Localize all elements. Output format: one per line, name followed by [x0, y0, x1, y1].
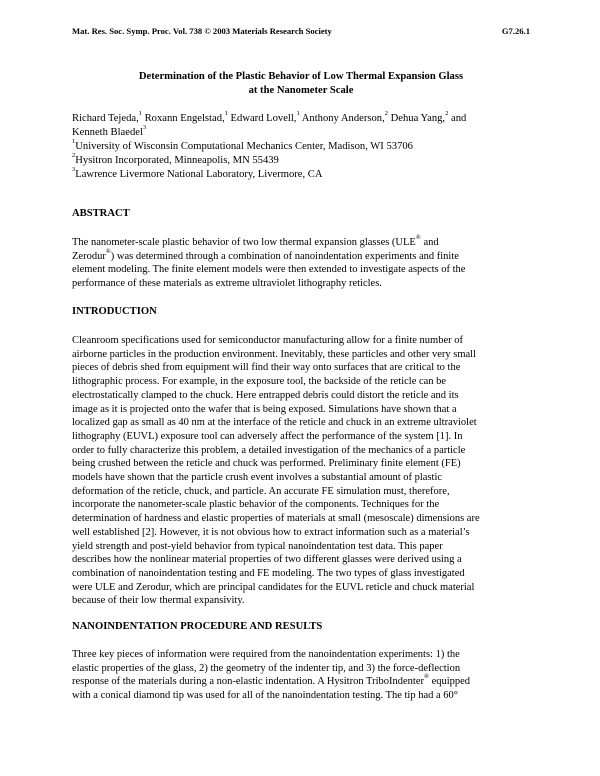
intro-line: incorporate the nanometer-scale plastic behavior of the components. Techniques for the — [72, 499, 440, 511]
affiliation-text: Lawrence Livermore National Laboratory, Livermore, CA — [75, 169, 323, 180]
intro-line: pieces of debris shed from equipment will find their way onto surfaces that are critical to the — [72, 362, 461, 374]
affil-mark: 3 — [72, 166, 76, 173]
affil-mark: 3 — [142, 124, 147, 131]
affil-mark: 1 — [224, 110, 228, 117]
author-engelstad: Roxann Engelstad, — [141, 113, 225, 124]
affil-mark: 2 — [445, 110, 449, 117]
affil-mark: 1 — [296, 110, 300, 117]
intro-line: electrostatically clamped to the chuck. Here entrapped debris could distort the reticle and its — [72, 389, 459, 401]
author-line-1 — [72, 112, 530, 126]
text-run: and — [420, 237, 439, 248]
text-run: The nanometer-scale plastic behavior of two low thermal expansion glasses (ULE — [72, 237, 416, 248]
introduction-heading: INTRODUCTION — [72, 306, 157, 317]
author-yang: Dehua Yang, — [388, 113, 446, 124]
author-line-2 — [72, 126, 530, 140]
intro-line: being crushed between the reticle and chuck was performed. Preliminary finite element (FE) — [72, 458, 461, 470]
nanoindentation-heading: NANOINDENTATION PROCEDURE AND RESULTS — [72, 621, 323, 632]
affiliation-text: University of Wisconsin Computational Mechanics Center, Madison, WI 53706 — [75, 141, 413, 152]
author-lovell: Edward Lovell, — [227, 113, 297, 124]
intro-line: deformation of the reticle, chuck, and particle. An accurate FE simulation must, therefore, — [72, 485, 450, 497]
intro-line: localized gap as small as 40 nm at the interface of the reticle and chuck in an extreme ultraviolet — [72, 417, 477, 429]
text-run: equipped — [428, 676, 471, 688]
text-run: Zerodur — [72, 250, 106, 262]
journal-citation: Mat. Res. Soc. Symp. Proc. Vol. 738 © 2003 Materials Research Society — [72, 26, 332, 36]
abstract-body — [72, 236, 532, 291]
intro-line: were ULE and Zerodur, which are principal candidates for the EUVL reticle and chuck material — [72, 581, 475, 593]
affil-mark: 2 — [384, 110, 388, 117]
nano-line — [72, 675, 532, 689]
intro-line: image as it is projected onto the wafer that is being exposed. Simulations have shown that a — [72, 403, 457, 415]
registered-mark: ® — [415, 234, 421, 241]
abstract-line — [72, 236, 532, 250]
page-number: G7.26.1 — [501, 26, 530, 36]
intro-line: combination of nanoindentation testing and FE modeling. The two types of glass investigated — [72, 567, 465, 579]
nano-line: Three key pieces of information were required from the nanoindentation experiments: 1) the — [72, 649, 460, 660]
intro-line: lithographic process. For example, in the exposure tool, the backside of the reticle can be — [72, 376, 447, 388]
intro-line: yield strength and post-yield behavior from typical nanoindentation test data. This paper — [72, 540, 443, 552]
nano-line: elastic properties of the glass, 2) the geometry of the indenter tip, and 3) the force-deflection — [72, 662, 461, 674]
nanoindentation-body — [72, 648, 532, 703]
abstract-line: element modeling. The finite element models were then extended to investigate aspects of the — [72, 264, 466, 276]
affiliation-1 — [72, 140, 530, 154]
author-anderson: Anthony Anderson, — [299, 113, 385, 124]
abstract-line — [72, 247, 532, 264]
title-line-2: at the Nanometer Scale — [248, 85, 354, 96]
intro-line: Cleanroom specifications used for semiconductor manufacturing allow for a finite number of — [72, 335, 464, 346]
affiliation-text: Hysitron Incorporated, Minneapolis, MN 55439 — [75, 155, 279, 166]
intro-line: airborne particles in the production environment. Inevitably, these particles and other very small — [72, 348, 477, 360]
text-run: response of the materials during a non-elastic indentation. A Hysitron TriboIndenter — [72, 676, 424, 688]
intro-line: order to fully characterize this problem, a detailed investigation of the mechanics of a particle — [72, 444, 466, 456]
affil-mark: 1 — [138, 110, 142, 117]
affil-mark: 1 — [72, 138, 76, 145]
running-header — [72, 26, 530, 36]
title-line-1: Determination of the Plastic Behavior of Low Thermal Expansion Glass — [138, 71, 464, 82]
nano-line: with a conical diamond tip was used for all of the nanoindentation testing. The tip had a 60° — [72, 690, 458, 702]
abstract-line: performance of these materials as extreme ultraviolet lithography reticles. — [72, 278, 382, 290]
intro-line: because of their low thermal expansivity. — [72, 595, 245, 607]
text-run: ) was determined through a combination of nanoindentation experiments and finite — [110, 250, 459, 262]
registered-mark: ® — [423, 673, 429, 681]
introduction-body — [72, 334, 532, 608]
registered-mark: ® — [105, 247, 111, 255]
intro-line: determination of hardness and elastic properties of materials at small (mesoscale) dimensions are — [72, 513, 480, 525]
author-tejeda: Richard Tejeda, — [72, 113, 139, 124]
intro-line: well established [2]. However, it is not obvious how to extract information such as a material’s — [72, 526, 470, 538]
intro-line: describes how the nonlinear material properties of two different glasses were derived using a — [72, 554, 462, 566]
affil-mark: 2 — [72, 152, 76, 159]
affiliation-3 — [72, 168, 530, 182]
abstract-heading: ABSTRACT — [72, 208, 130, 219]
affiliation-2 — [72, 154, 530, 168]
author-block — [72, 112, 530, 182]
author-and: and — [448, 113, 467, 124]
intro-line: lithography (EUVL) exposure tool can adversely affect the performance of the system [1]. In — [72, 430, 463, 442]
intro-line: models have shown that the particle crush event involves a substantial amount of plastic — [72, 472, 443, 484]
paper-title — [72, 70, 530, 98]
author-blaedel: Kenneth Blaedel — [72, 127, 143, 138]
